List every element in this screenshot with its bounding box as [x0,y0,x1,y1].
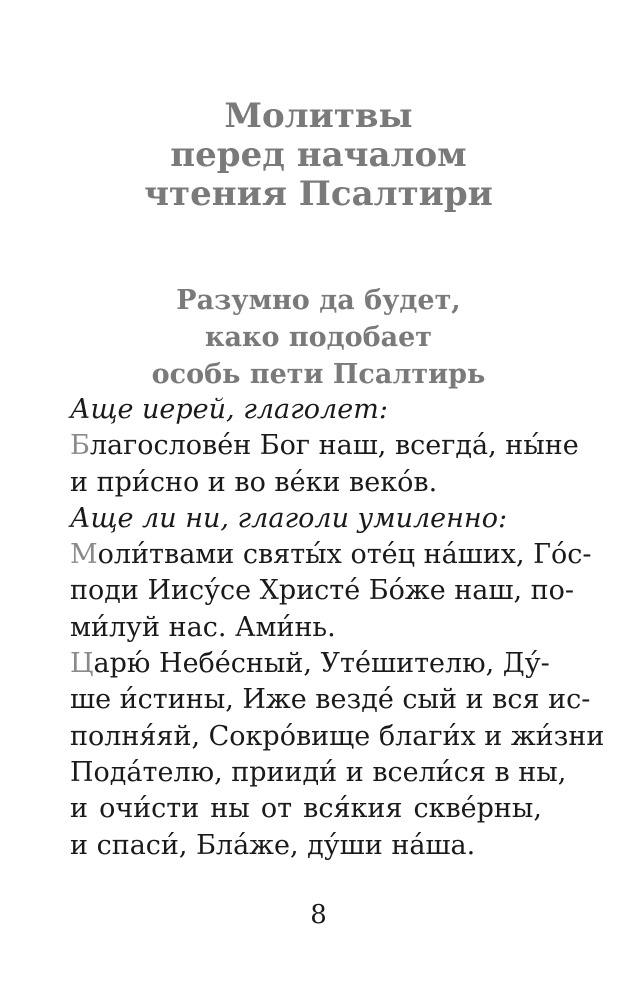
prayer-line: Пода́телю, прииди́ и всели́ся в ны, [70,756,567,788]
title-line: Молитвы [224,96,413,136]
rubric: Аще ли ни, глаголи умиленно: [70,502,508,534]
title-line: чтения Псалтири [144,174,493,214]
prayer-line: поди Иису́се Христе́ Бо́же наш, по- [70,575,575,607]
prayer-line: и очи́сти ны от вся́кия скве́рны, [70,793,542,825]
subtitle-line: како подобает [204,322,433,353]
rubric: Аще иерей, глаголет: [70,394,388,425]
initial-letter: М [70,539,98,571]
prayer-line: ми́луй нас. Ами́нь. [70,611,336,643]
prayer-line-text: оли́твами святы́х оте́ц на́ших, Го́с- [97,539,592,571]
title-line: перед началом [170,135,467,175]
prayer-line-text: арю́ Небе́сный, Уте́шителю, Ду́- [93,648,550,680]
prayer-line [70,537,592,573]
prayer-line: ше и́стины, Иже везде́ сый и вся ис- [70,684,591,716]
section-subtitle [0,282,637,393]
prayer-line [70,428,579,464]
prayer-line: и спаси́, Бла́же, ду́ши на́ша. [70,829,476,861]
prayer-text [70,392,605,864]
page-number: 8 [310,900,327,930]
prayer-line-text: лагослове́н Бог наш, всегда́, ны́не [89,430,579,462]
prayer-line [70,646,550,682]
prayer-line: и при́сно и во ве́ки веко́в. [70,466,438,498]
page-title [0,97,637,214]
prayer-line: полня́яй, Сокро́вище благи́х и жи́зни [70,720,605,752]
initial-letter: Ц [70,648,94,680]
subtitle-line: особь пети Псалтирь [151,359,486,390]
subtitle-line: Разумно да будет, [176,285,461,316]
initial-letter: Б [70,430,90,462]
